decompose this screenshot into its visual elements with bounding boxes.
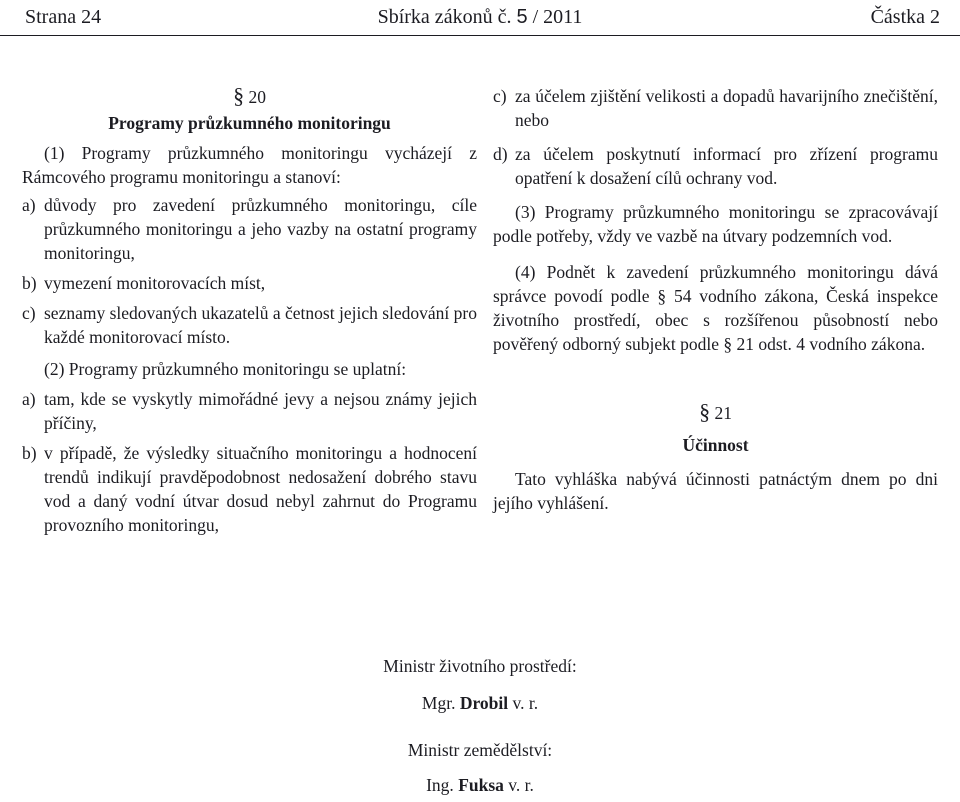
paragraph-3: (3) Programy průzkumného monitoringu se zpracovávají podle potřeby, vždy ve vazbě na útvary podzemních vod.	[493, 202, 938, 246]
section-21-title: Účinnost	[682, 435, 749, 455]
list-item: a) tam, kde se vyskytly mimořádné jevy a nejsou známy jejich příčiny,	[22, 389, 477, 433]
list-item: b) vymezení monitorovacích míst,	[22, 273, 266, 293]
paragraph-1: (1) Programy průzkumného monitoringu vycházejí z Rámcového programu monitoringu a stanoví:	[22, 143, 477, 187]
list-item: c) seznamy sledovaných ukazatelů a četnost jejich sledování pro každé monitorovací místo.	[22, 303, 477, 347]
paragraph-2: (2) Programy průzkumného monitoringu se uplatní:	[44, 359, 407, 379]
section-symbol: §	[233, 83, 245, 108]
list-item: a) důvody pro zavedení průzkumného monitoringu, cíle průzkumného monitoringu a jeho vazby na ostatní programy monitoringu,	[22, 195, 477, 263]
section-number: 20	[248, 87, 266, 107]
page-header	[0, 0, 960, 34]
agr-minister-name: Fuksa	[458, 775, 504, 795]
collection-year: / 2011	[532, 6, 583, 28]
section-21-heading	[493, 400, 938, 425]
section-20-title: Programy průzkumného monitoringu	[108, 113, 391, 133]
env-minister-signature: Mgr. Drobil v. r.	[421, 693, 539, 713]
list-item: d) za účelem poskytnutí informací pro zřízení programu opatření k dosažení cílů ochrany vod.	[493, 144, 938, 188]
list-item: c) za účelem zjištění velikosti a dopadů havarijního znečištění, nebo	[493, 86, 938, 130]
agr-minister-signature: Ing. Fuksa v. r.	[426, 775, 534, 795]
env-minister-name: Drobil	[459, 693, 509, 713]
header-divider	[0, 35, 960, 36]
paragraph-4: (4) Podnět k zavedení průzkumného monitoringu dává správce povodí podle § 54 vodního zákona, Česká inspekce životního prostředí, obec s rozšířenou působností nebo pověřený odborný subjekt podle § 21 odst. 4 vodního zákona.	[493, 262, 938, 354]
section-number: 21	[714, 403, 732, 423]
section-symbol: §	[699, 399, 711, 424]
right-column	[493, 84, 938, 515]
section-20-heading	[22, 84, 477, 109]
list-item: b) v případě, že výsledky situačního monitoringu a hodnocení trendů indikují pravděpodobnost nedosažení dobrého stavu vod a daný vodní útvar dosud nebyl zahrnut do Programu provozního monitoringu,	[22, 443, 477, 535]
left-column	[22, 84, 477, 537]
collection-label	[0, 0, 960, 34]
collection-name: Sbírka zákonů č.	[377, 6, 512, 28]
part-label: Částka 2	[870, 6, 940, 28]
env-minister-title: Ministr životního prostředí:	[383, 656, 577, 676]
effect-paragraph: Tato vyhláška nabývá účinnosti patnáctým dnem po dni jejího vyhlášení.	[493, 469, 938, 513]
collection-number: 5	[516, 6, 528, 28]
page-number: Strana 24	[25, 6, 102, 28]
agr-minister-title: Ministr zemědělství:	[407, 740, 553, 760]
